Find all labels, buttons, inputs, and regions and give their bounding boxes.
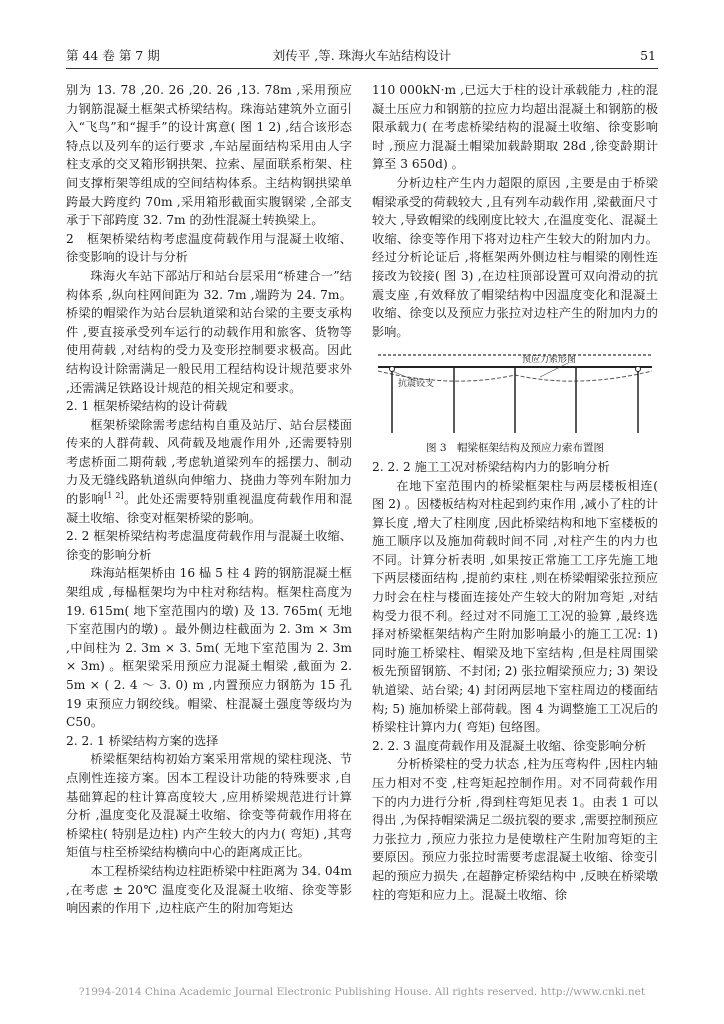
section-heading-2-2: 2. 2 框架桥梁结构考虑温度荷载作用与混凝土收缩、徐变的影响分析 (66, 529, 352, 562)
paragraph-2-1-text-end: 。此处还需要特别重视温度荷载作用和混凝土收缩、徐变对框架桥梁的影响。 (66, 492, 353, 525)
paragraph-2-2-3: 分析桥梁柱的受力状态 ,柱为压弯构件 ,因柱内轴压力相对不变 ,柱弯矩起控制作用。对不同荷载作用下的内力进行分析 ,得到柱弯矩见表 1。由表 1 可以得出 ,为保持帽梁满足二级抗裂的要求 ,需要控制预应力张拉力 ,预应力张拉力是使墩柱产生附加弯矩的主要原因。预应力张拉时需要考虑混凝土收缩、徐变引起的预应力损失 ,在超静定桥梁结构中 ,反映在桥梁墩柱的弯矩和应力上。混凝土收缩、徐 (372, 757, 658, 902)
paragraph-2-1 (66, 416, 352, 528)
paragraph-continuation: 110 000kN·m ,已远大于柱的设计承载能力 ,柱的混凝土压应力和钢筋的拉应力均超出混凝土和钢筋的极限承载力( 在考虑桥梁结构的混凝土收缩、徐变影响时 ,预应力混凝土帽梁加载龄期取 28d ,徐变龄期计算至 3 650d) 。 (372, 83, 658, 172)
section-heading-2: 2 框架桥梁结构考虑温度荷载作用与混凝土收缩、徐变影响的设计与分析 (66, 231, 352, 265)
citation-ref: [1 2] (104, 491, 124, 500)
figure-label-hinge: 抗震铰支 (398, 379, 435, 390)
section-heading-2-2-1: 2. 2. 1 桥梁结构方案的选择 (66, 733, 219, 748)
figure-3 (372, 345, 658, 437)
paragraph-2a: 珠海火车站下部站厅和站台层采用“桥建合一”结构体系 ,纵向柱网间距为 32. 7m ,端跨为 24. 7m。桥梁的帽梁作为站台层轨道梁和站台梁的主要支承构件 ,要直接承受列车运行的动载作用和旅客、货物等使用荷载 ,对结构的受力及变形控制要求极高。因此结构设计除需满足一般民用工程结构设计规范要求外 ,还需满足铁路设计规范的相关规定和要求。 (66, 268, 352, 395)
left-column (66, 81, 352, 918)
paragraph-analysis: 分析边柱产生内力超限的原因 ,主要是由于桥梁帽梁承受的荷载较大 ,且有列车动载作用 ,梁截面尺寸较大 ,导致帽梁的线刚度比较大 ,在温度变化、混凝土收缩、徐变等作用下将对边柱产生较大的附加内力。经过分析论证后 ,将框架两外侧边柱与帽梁的刚性连接改为铰接( 图 3) ,在边柱顶部设置可双向滑动的抗震支座 ,有效释放了帽梁结构中因温度变化和混凝土收缩、徐变以及预应力张拉对边柱产生的附加内力的影响。 (372, 175, 658, 339)
paragraph-2-2: 珠海站框架桥由 16 榀 5 柱 4 跨的钢筋混凝土框架组成 ,每榀框架均为中柱对称结构。框架柱高度为 19. 615m( 地下室范围内的墩) 及 13. 765m( 无地下室范围内的墩) 。最外侧边柱截面为 2. 3m × 3m ,中间柱为 2. 3m × 3. 5m( 无地下室范围为 2. 3m × 3m) 。框架梁采用预应力混凝土帽梁 ,截面为 2. 5m × ( 2. 4 ～ 3. 0) m ,内置预应力钢筋为 15 孔 19 束预应力钢绞线。帽梁、柱混凝土强度等级均为 C50。 (66, 566, 352, 730)
page-header (66, 40, 658, 69)
page-number: 51 (640, 48, 656, 63)
figure-label-tendon: 预应力索形图 (522, 355, 577, 366)
right-column (372, 81, 658, 904)
journal-volume: 第 44 卷 第 7 期 (66, 48, 160, 63)
figure-3-caption: 图 3 帽梁框架结构及预应力索布置图 (425, 442, 605, 455)
paragraph-2-2-1b: 本工程桥梁结构边柱距桥梁中柱距离为 34. 04m ,在考虑 ± 20℃ 温度变化及混凝土收缩、徐变等影响因素的作用下 ,边柱底产生的附加弯矩达 (66, 863, 352, 916)
section-heading-2-2-3: 2. 2. 3 温度荷载作用及混凝土收缩、徐变影响分析 (372, 738, 647, 753)
running-title: 刘传平 ,等. 珠海火车站结构设计 (272, 48, 452, 63)
section-heading-2-1: 2. 1 框架桥梁结构的设计荷载 (66, 399, 228, 414)
paragraph-intro: 别为 13. 78 ,20. 26 ,20. 26 ,13. 78m ,采用预应力钢筋混凝土框架式桥梁结构。珠海站建筑外立面引入“飞鸟”和“握手”的设计寓意( 图 1 2) ,结合该形态特点以及列车的运行要求 ,车站屋面结构采用由人字柱支承的交叉箱形钢拱架、拉索、屋面联系桁架、柱间支撑桁架等组成的空间结构体系。主结构钢拱梁单跨最大跨度约 70m ,采用箱形截面实腹钢梁 ,全部支承于下部跨度 32. 7m 的劲性混凝土转换梁上。 (66, 83, 352, 228)
paragraph-2-2-1a: 桥梁框架结构初始方案采用常规的梁柱现浇、节点刚性连接方案。因本工程设计功能的特殊要求 ,自基础算起的柱计算高度较大 ,应用桥梁规范进行计算分析 ,温度变化及混凝土收缩、徐变等荷载作用将在桥梁柱( 特别是边柱) 内产生较大的内力( 弯矩) ,其弯矩值与柱至桥梁结构横向中心的距离成正比。 (66, 752, 352, 860)
copyright-footer: ?1994-2014 China Academic Journal Electronic Publishing House. All rights reserved. http://www.cnki.net (78, 986, 646, 998)
section-heading-2-2-2: 2. 2. 2 施工工况对桥梁结构内力的影响分析 (372, 459, 610, 474)
paragraph-2-2-2: 在地下室范围内的桥梁框架柱与两层楼板相连( 图 2) 。因楼板结构对柱起到约束作用 ,减小了柱的计算长度 ,增大了柱刚度 ,因此桥梁结构和地下室楼板的施工顺序以及施加荷载时间不同 ,对柱产生的内力也不同。计算分析表明 ,如果按正常施工工序先施工地下两层楼面结构 ,提前约束柱 ,则在桥梁帽梁张拉预应力时会在柱与楼面连接处产生较大的附加弯矩 ,对结构受力很不利。经过对不同施工工况的验算 ,最终选择对桥梁框架结构产生附加影响最小的施工工况: 1) 同时施工桥梁柱、帽梁及地下室结构 ,但是柱周围梁板先预留钢筋、不封闭; 2) 张拉帽梁预应力; 3) 架设轨道梁、站台梁; 4) 封闭两层地下室柱周边的楼面结构; 5) 施加桥梁上部荷载。图 4 为调整施工工况后的桥梁柱计算内力( 弯矩) 包络图。 (372, 478, 658, 735)
paragraph-2-1-text: 框架桥梁除需考虑结构自重及站厅、站台层楼面传来的人群荷载、风荷载及地震作用外 ,还需要特别考虑桥面二期荷载 ,考虑轨道梁列车的摇摆力、制动力及无缝线路轨道纵向伸缩力、挠曲力等列车附加力的影响 (66, 417, 352, 507)
